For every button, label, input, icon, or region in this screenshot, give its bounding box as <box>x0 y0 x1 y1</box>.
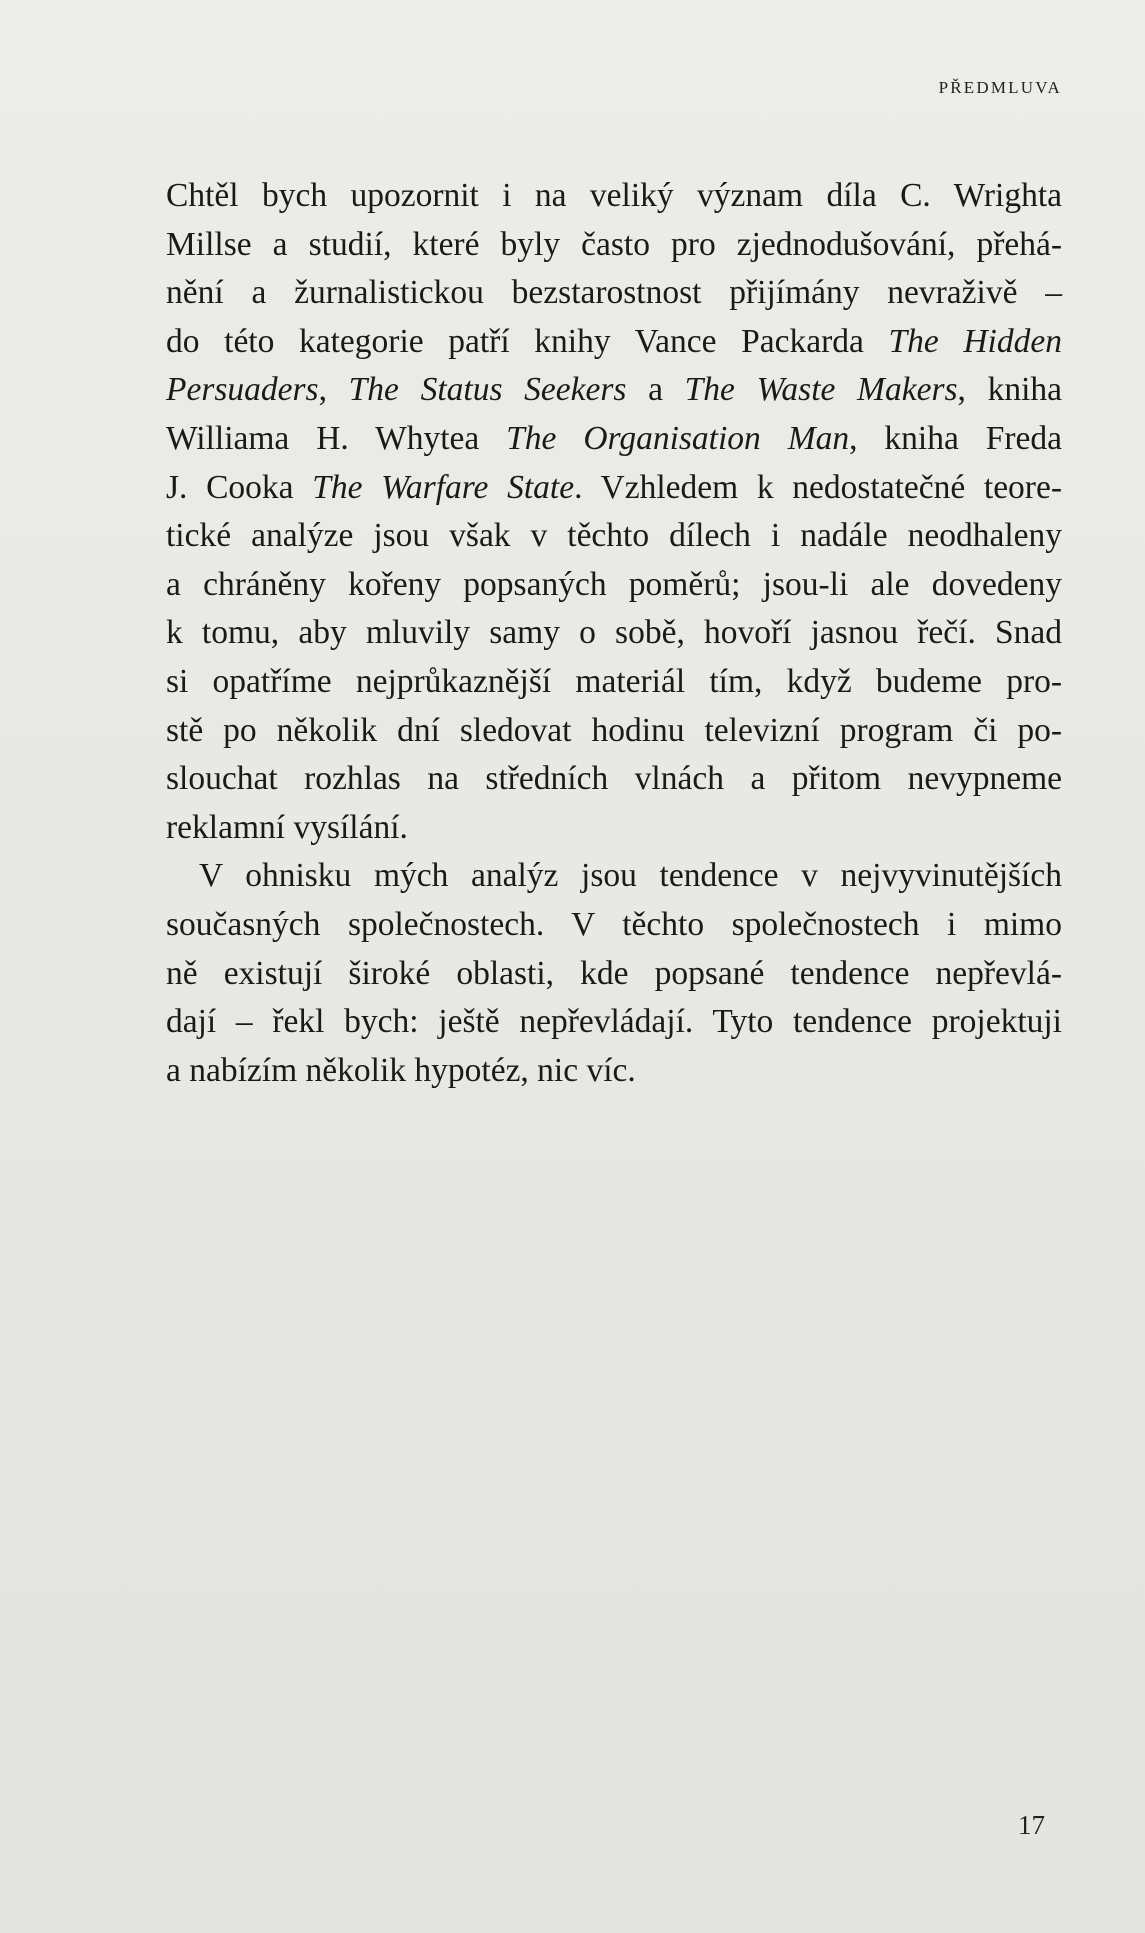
text-segment: současných společnostech. V těchto společnostech i mimo <box>166 905 1062 943</box>
text-segment: a chráněny kořeny popsaných poměrů; jsou-li ale dovedeny <box>166 565 1062 603</box>
page-number: 17 <box>1018 1810 1045 1840</box>
running-head: PŘEDMLUVA <box>938 78 1062 97</box>
text-segment: V ohnisku mých analýz jsou tendence v nejvyvinutějších <box>199 857 1062 895</box>
italic-title: Persuaders <box>166 371 319 409</box>
text-segment: a nabízím několik hypotéz, nic víc. <box>166 1051 636 1089</box>
text-line <box>166 609 1062 658</box>
text-segment: Millse a studií, které byly často pro zjednodušování, přehá- <box>166 225 1062 263</box>
text-segment: nění a žurnalistickou bezstarostnost přijímány nevraživě – <box>166 274 1062 312</box>
body-text <box>166 172 1062 1095</box>
text-line <box>166 512 1062 561</box>
text-segment: si opatříme nejprůkaznější materiál tím, když budeme pro- <box>166 662 1062 700</box>
text-line <box>166 269 1062 318</box>
text-segment: slouchat rozhlas na středních vlnách a přitom nevypneme <box>166 760 1062 798</box>
text-line <box>166 998 1062 1047</box>
text-line <box>166 658 1062 707</box>
italic-title: The Warfare State <box>312 468 575 506</box>
text-segment: . Vzhledem k nedostatečné teore- <box>574 468 1062 506</box>
text-segment: , <box>318 371 349 409</box>
text-line <box>166 464 1062 513</box>
text-line <box>166 755 1062 804</box>
italic-title: The Status Seekers <box>348 371 627 409</box>
text-segment: k tomu, aby mluvily samy o sobě, hovoří jasnou řečí. Snad <box>166 614 1062 652</box>
text-line <box>166 1047 1062 1096</box>
text-line <box>166 221 1062 270</box>
text-line <box>166 318 1062 367</box>
italic-title: The Organisation Man <box>506 419 850 457</box>
text-segment: Chtěl bych upozornit i na veliký význam díla C. Wrighta <box>166 177 1062 214</box>
text-segment: stě po několik dní sledovat hodinu televizní program či po- <box>166 711 1062 749</box>
text-segment: , kniha Freda <box>849 419 1063 457</box>
italic-title: The Hidden <box>888 322 1062 360</box>
text-segment: dají – řekl bych: ještě nepřevládají. Tyto tendence projektuji <box>166 1003 1062 1041</box>
text-line <box>166 366 1062 415</box>
text-line <box>166 852 1062 901</box>
text-line <box>166 707 1062 756</box>
text-line <box>166 901 1062 950</box>
text-line <box>166 561 1062 610</box>
text-line <box>166 804 1062 853</box>
text-segment: J. Cooka <box>166 468 313 506</box>
text-line <box>166 950 1062 999</box>
text-segment: do této kategorie patří knihy Vance Packarda <box>166 322 889 360</box>
text-segment: , kniha <box>957 371 1063 409</box>
text-line <box>166 415 1062 464</box>
text-segment: tické analýze jsou však v těchto dílech i nadále neodhaleny <box>166 517 1062 555</box>
paragraph <box>166 852 1062 1095</box>
text-segment: ně existují široké oblasti, kde popsané tendence nepřevlá- <box>166 954 1062 992</box>
text-segment: reklamní vysílání. <box>166 808 408 846</box>
paragraph <box>166 172 1062 852</box>
italic-title: The Waste Makers <box>684 371 958 409</box>
text-segment: a <box>626 371 685 409</box>
text-segment: Williama H. Whytea <box>166 419 507 457</box>
text-line <box>166 172 1062 221</box>
